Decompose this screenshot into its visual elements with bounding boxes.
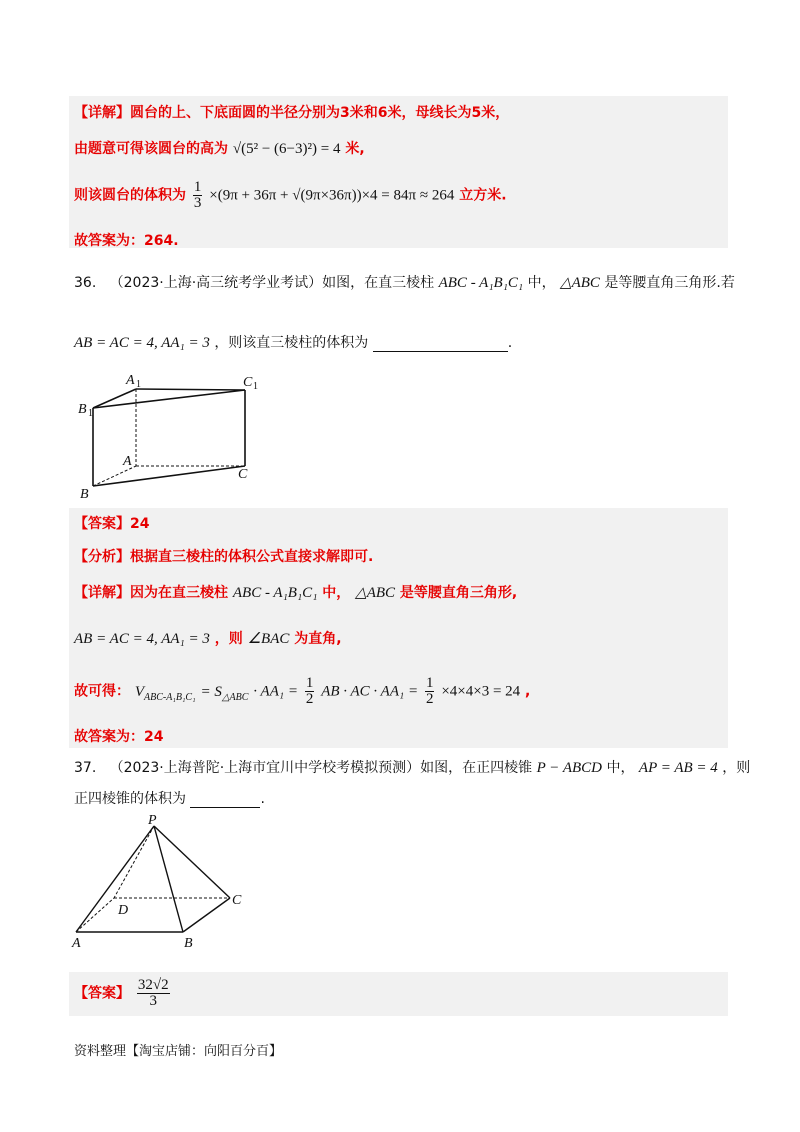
detail-35-line3: 则该圆台的体积为 $\frac{1}{3}$ ×(9π + 36π + √(9π×36π))×4 = 84π ≈ 264 立方米.: [74, 179, 507, 211]
final-36: 故答案为：24: [74, 729, 164, 745]
height-formula: √(5² − (6−3)²) = 4: [232, 141, 341, 157]
fraction-half-2: $\frac{1}{2}$: [425, 675, 434, 707]
label-B1: B: [78, 402, 87, 417]
label-B: B: [80, 487, 89, 502]
detail-36-line2: AB = AC = 4, AA₁ = 3 ，则 ∠BAC 为直角,: [74, 631, 342, 647]
detail-35-line1: 【详解】圆台的上、下底面圆的半径分别为3米和6米，母线长为5米，: [74, 105, 510, 121]
question-36-line2: AB = AC = 4, AA₁ = 3 ，则该直三棱柱的体积为 .: [74, 335, 513, 351]
svg-text:1: 1: [88, 408, 93, 419]
label-C: C: [232, 893, 242, 908]
label-A: A: [123, 454, 132, 469]
answer-blank-37: [190, 791, 260, 808]
pyramid-figure: [70, 812, 250, 952]
label-D: D: [118, 903, 129, 918]
answer-37: 【答案】 $\frac{32√2}{3}$: [74, 977, 169, 1009]
svg-text:1: 1: [253, 381, 258, 392]
question-37-line1: 37. （2023·上海普陀·上海市宜川中学校考模拟预测）如图，在正四棱锥 P − ABCD 中， AP = AB = 4 ，则: [74, 760, 751, 776]
answer-fraction-37: $\frac{32√2}{3}$: [137, 977, 169, 1009]
label-C1: C: [243, 375, 253, 390]
answer-36: 【答案】24: [74, 516, 150, 532]
prism-figure: [70, 368, 270, 502]
detail-36-line3: 故可得： $V_{ABC-A_1B_1C_1} = S_{\triangle ABC} \cdot AA_1$ = $\frac{1}{2}$ AB · AC · AA₁ = $\frac{1}{2}$ ×4×4×3 = 24 ,: [74, 675, 531, 707]
label-A: A: [72, 936, 81, 951]
volume-formula: ×(9π + 36π + √(9π×36π))×4 = 84π ≈ 264: [209, 187, 455, 204]
question-36-line1: 36. （2023·上海·高三统考学业考试）如图，在直三棱柱 ABC - A₁B₁C₁ 中， △ABC 是等腰直角三角形.若: [74, 275, 735, 291]
label-C: C: [238, 467, 248, 482]
label-B: B: [184, 936, 193, 951]
svg-text:1: 1: [136, 379, 141, 390]
label-A1: A: [126, 373, 135, 388]
detail-36-line1: 【详解】因为在直三棱柱 ABC - A₁B₁C₁ 中， △ABC 是等腰直角三角形,: [74, 585, 518, 601]
footer-source: 资料整理【淘宝店铺：向阳百分百】: [74, 1044, 283, 1059]
fraction-half-1: $\frac{1}{2}$: [305, 675, 314, 707]
detail-35-line2: 由题意可得该圆台的高为 √(5² − (6−3)²) = 4 米,: [74, 141, 365, 157]
analysis-36: 【分析】根据直三棱柱的体积公式直接求解即可.: [74, 549, 374, 565]
label-P: P: [148, 813, 157, 828]
detail-35-line4: 故答案为：264.: [74, 233, 179, 249]
question-37-line2: 正四棱锥的体积为 .: [74, 791, 265, 807]
fraction-one-third: $\frac{1}{3}$: [193, 179, 202, 211]
answer-blank-36: [373, 335, 508, 352]
